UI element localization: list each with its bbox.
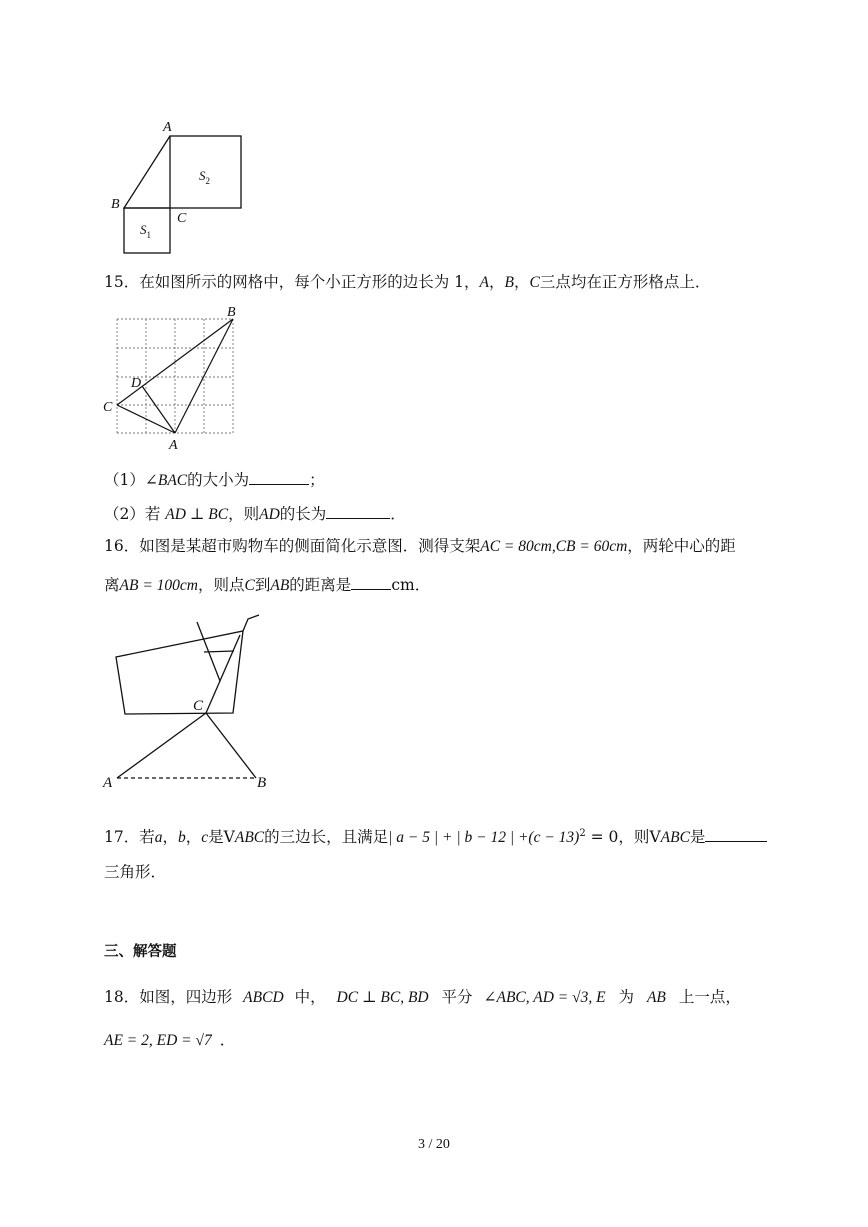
answer-blank-q15-2[interactable] bbox=[326, 501, 390, 519]
q18-is: 为 bbox=[618, 988, 635, 1006]
q18-cond1: DC ⊥ BC, BD bbox=[336, 989, 429, 1006]
q15-part1-math: BAC bbox=[157, 472, 188, 489]
section-heading: 三、解答题 bbox=[104, 944, 177, 960]
q18-in: 中， bbox=[294, 988, 326, 1006]
q16-line1-suffix: ，两轮中心的距 bbox=[627, 537, 736, 555]
q17-exponent: 2 bbox=[579, 828, 586, 839]
q15-part2-math2: AD bbox=[259, 506, 280, 523]
label-c: C bbox=[103, 400, 113, 415]
label-a: A bbox=[169, 438, 178, 452]
q18-ab: AB bbox=[646, 989, 666, 1006]
q17-var-b: b bbox=[178, 829, 186, 847]
q18-line2-end: ． bbox=[219, 1031, 236, 1049]
label-s2: $S_2$ bbox=[199, 168, 210, 186]
q17-then: ，则 bbox=[618, 828, 650, 847]
q15-part1-number: （1） bbox=[104, 471, 145, 489]
q15-part2-text: 的长为 bbox=[279, 505, 327, 523]
label-a: A bbox=[163, 120, 172, 135]
q15-part2-prefix: （2）若 bbox=[104, 505, 166, 523]
q16-line1 bbox=[104, 535, 736, 558]
q15-stem-suffix: 三点均在正方形格点上． bbox=[539, 273, 711, 291]
q16-line2-to: 到 bbox=[254, 576, 271, 594]
label-d: D bbox=[131, 376, 142, 391]
answer-blank-q15-1[interactable] bbox=[249, 467, 309, 485]
label-a: A bbox=[103, 775, 113, 791]
q17-sep2: ， bbox=[185, 828, 202, 847]
answer-blank-q16[interactable] bbox=[351, 572, 391, 590]
support-ac bbox=[117, 713, 206, 778]
q15-part2-math: AD ⊥ BC bbox=[165, 506, 229, 523]
q16-line1-math: AC = 80cm,CB = 60cm bbox=[480, 538, 628, 555]
q15-var-b: B bbox=[504, 274, 514, 291]
q18-line2-math: AE = 2, ED = √7 bbox=[104, 1032, 212, 1049]
figure-q15-grid bbox=[100, 300, 250, 452]
q17-abc2: ABC bbox=[660, 829, 690, 847]
q15-stem bbox=[104, 271, 710, 294]
q15-sep2: ， bbox=[513, 273, 530, 291]
label-c: C bbox=[177, 211, 187, 226]
q18-quad: ABCD bbox=[243, 989, 284, 1006]
q15-part2-mid: ，则 bbox=[228, 505, 260, 523]
q17-prefix: 17．若 bbox=[104, 828, 155, 847]
q17-var-c: c bbox=[201, 829, 209, 847]
q18-prefix: 18．如图，四边形 bbox=[104, 988, 233, 1006]
q15-part1 bbox=[104, 467, 325, 492]
q15-part2 bbox=[104, 501, 406, 526]
q17-condition: | a − 5 | + | b − 12 | +(c − 13) bbox=[388, 829, 580, 847]
q16-line2-end: ． bbox=[414, 576, 431, 594]
q16-line2-text: 的距离是 bbox=[289, 576, 352, 594]
q16-line2-unit: cm bbox=[391, 576, 415, 594]
q16-line2-prefix: 离 bbox=[104, 576, 120, 594]
q16-line2-math: AB = 100cm bbox=[119, 577, 198, 594]
q17-line2: 三角形． bbox=[104, 863, 167, 881]
q15-var-c: C bbox=[529, 274, 540, 291]
q16-line1-prefix: 16．如图是某超市购物车的侧面简化示意图．测得支架 bbox=[104, 537, 481, 555]
q17-line1 bbox=[104, 823, 767, 849]
q16-line2-c: C bbox=[244, 577, 255, 594]
angle-symbol: ∠ bbox=[144, 471, 158, 489]
q15-var-a: A bbox=[479, 274, 489, 291]
q17-sep1: ， bbox=[162, 828, 178, 847]
q15-part1-end: ； bbox=[309, 471, 325, 489]
q18-line1 bbox=[104, 986, 741, 1009]
answer-blank-q17[interactable] bbox=[705, 824, 767, 842]
q17-is: 是 bbox=[208, 828, 224, 847]
triangle-symbol: V bbox=[223, 828, 235, 847]
q18-point: 上一点， bbox=[678, 988, 741, 1006]
q15-sep1: ， bbox=[488, 273, 505, 291]
q18-bisect: 平分 bbox=[441, 988, 473, 1006]
q18-cond2: ∠ABC, AD = √3, E bbox=[483, 989, 606, 1006]
triangle-abc bbox=[124, 136, 170, 208]
q17-is2: 是 bbox=[689, 828, 706, 847]
q15-part1-text: 的大小为 bbox=[187, 471, 250, 489]
label-s1: $S_1$ bbox=[140, 222, 151, 240]
q15-part2-end: ． bbox=[390, 505, 406, 523]
q16-line2 bbox=[104, 572, 430, 597]
square-s2 bbox=[170, 136, 241, 208]
label-b: B bbox=[257, 775, 267, 791]
segment-ad bbox=[142, 386, 175, 433]
triangle-symbol: V bbox=[649, 828, 661, 847]
cart-handle bbox=[243, 615, 259, 631]
label-b: B bbox=[227, 305, 236, 320]
page-number: 3 / 20 bbox=[418, 1137, 450, 1152]
q17-condition-end: = 0 bbox=[585, 828, 619, 847]
figure-q14 bbox=[100, 112, 260, 262]
q15-stem-prefix: 15．在如图所示的网格中，每个小正方形的边长为 1， bbox=[104, 273, 480, 291]
q16-line2-ab: AB bbox=[270, 577, 290, 594]
support-cb bbox=[206, 713, 256, 778]
q17-abc: ABC bbox=[234, 829, 265, 847]
q16-line2-mid: ，则点 bbox=[197, 576, 245, 594]
q17-var-a: a bbox=[154, 829, 163, 847]
q18-line2 bbox=[104, 1029, 235, 1052]
q17-mid: 的三边长，且满足 bbox=[264, 828, 389, 847]
label-b: B bbox=[111, 197, 120, 212]
figure-q16-cart bbox=[100, 605, 275, 795]
label-c: C bbox=[193, 698, 204, 714]
